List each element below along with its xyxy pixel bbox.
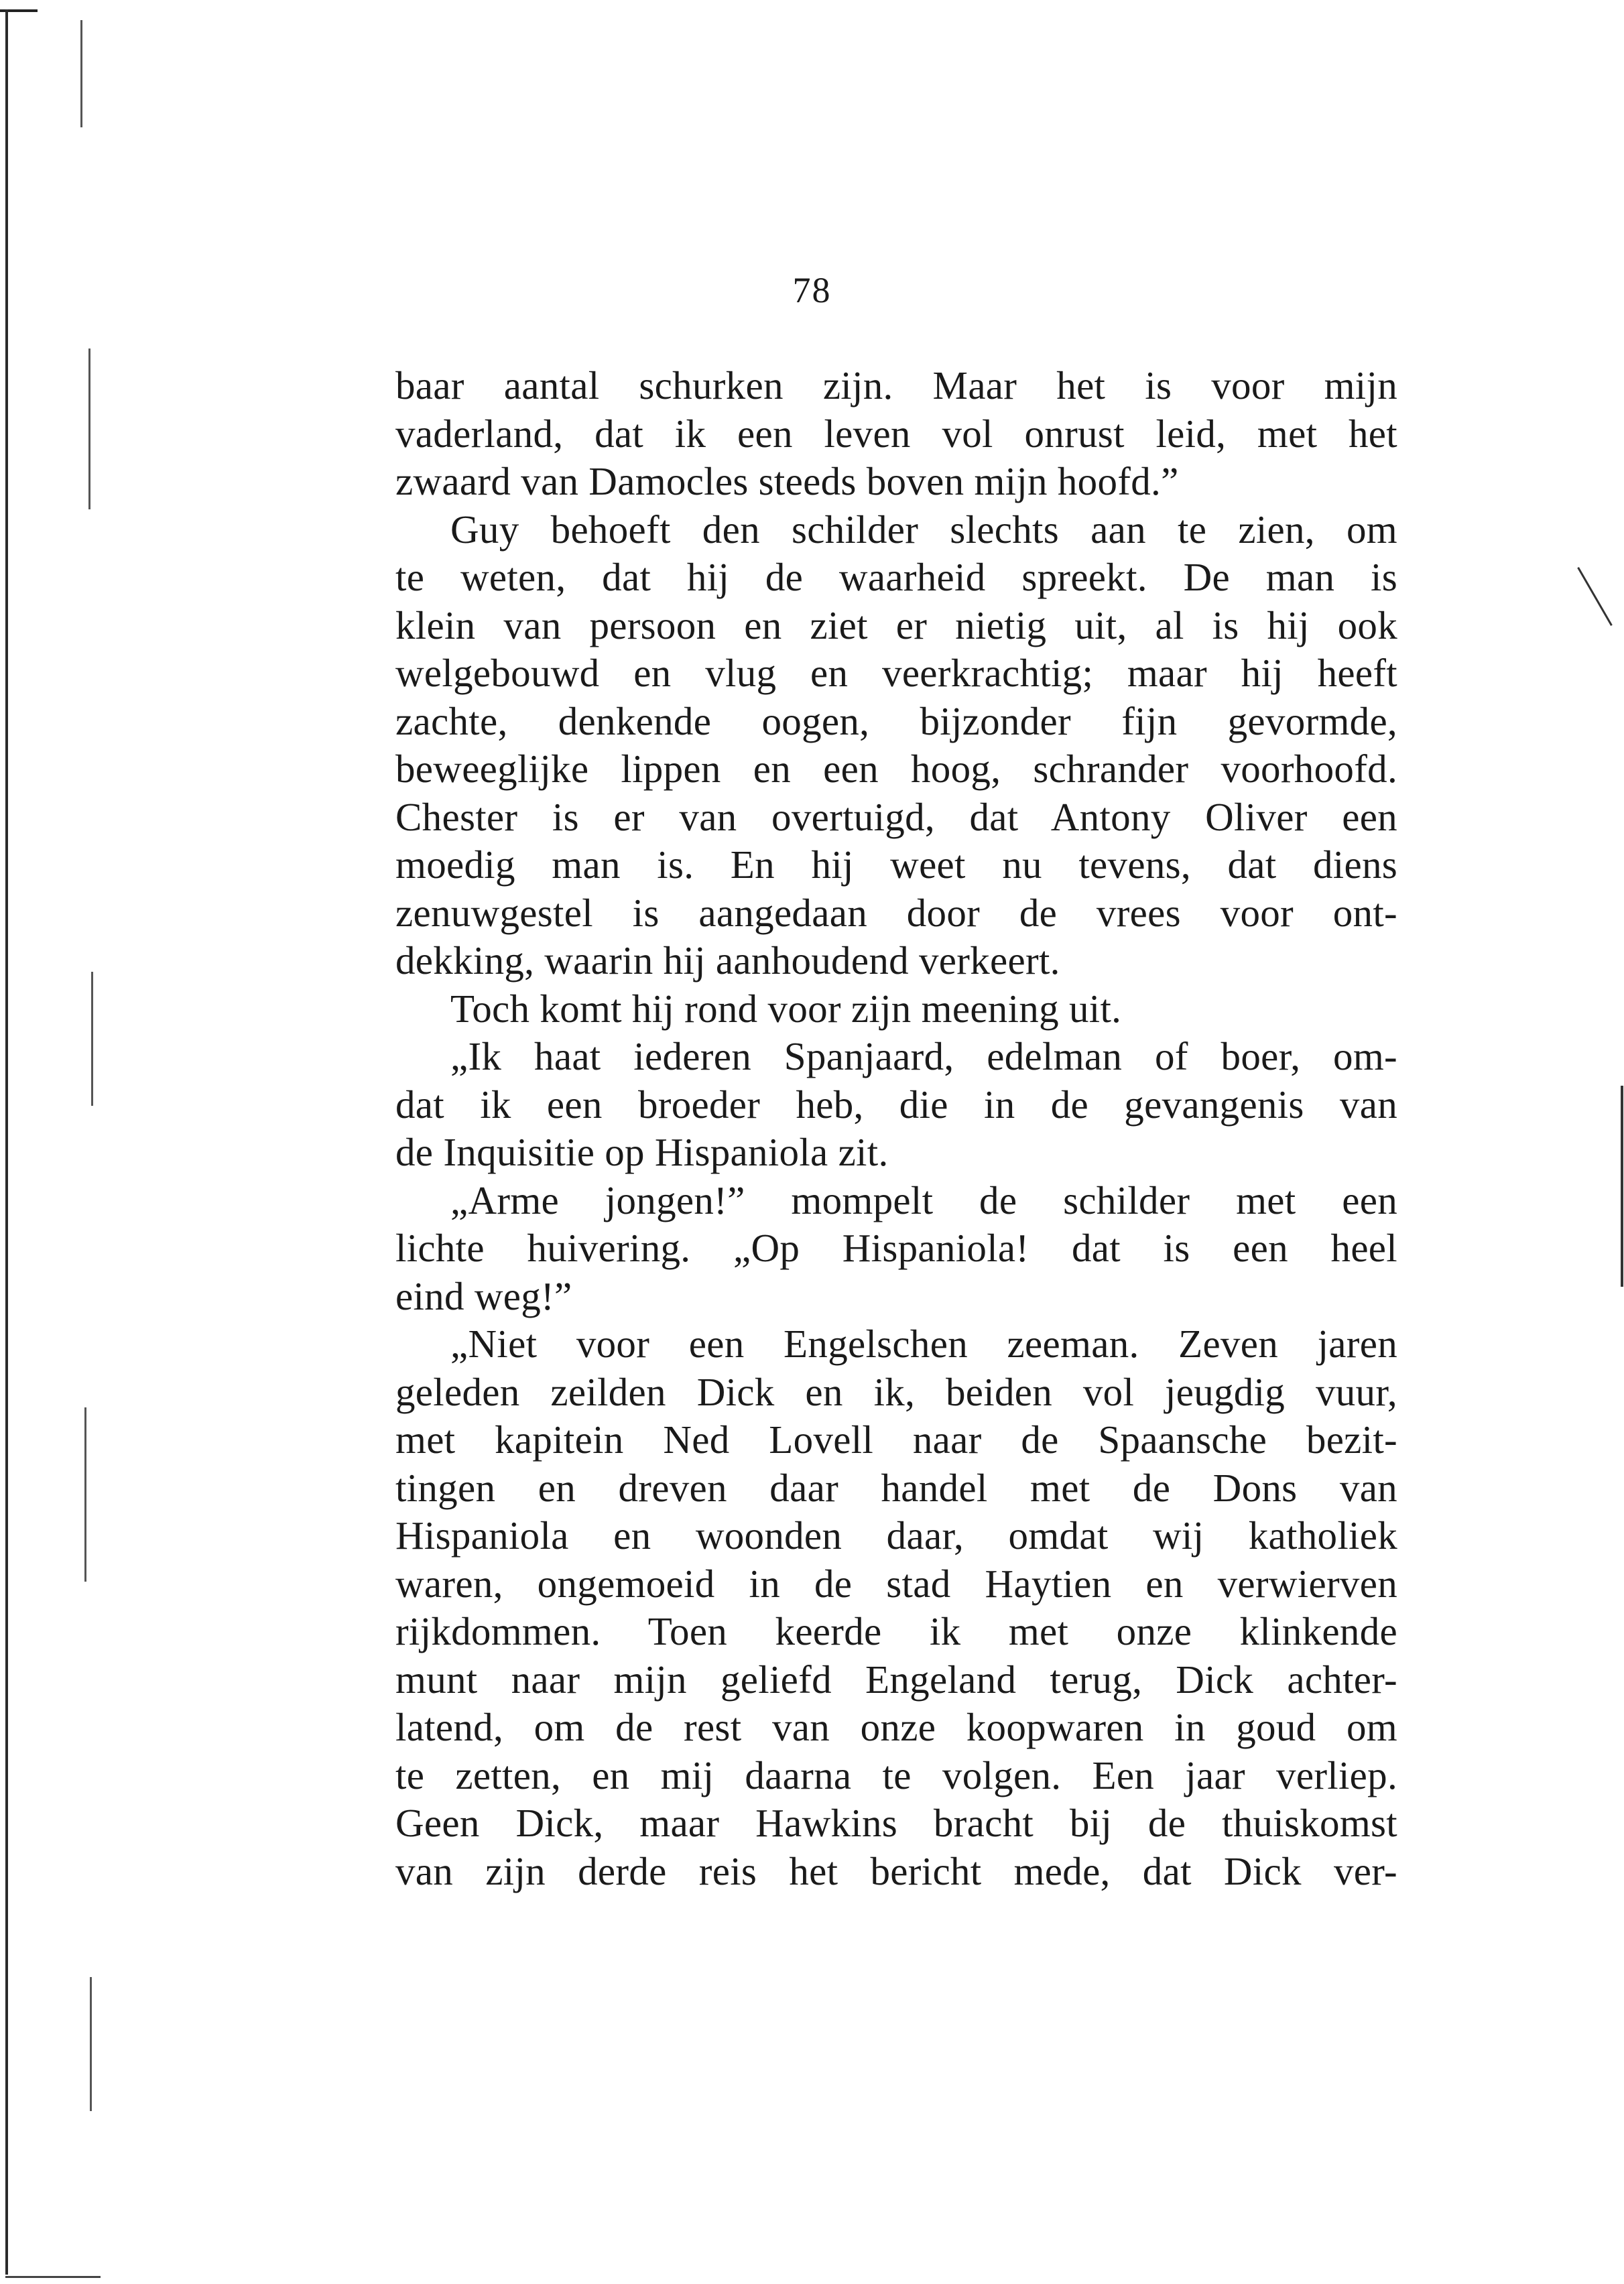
text-line: beweeglijke lippen en een hoog, schrander voorhoofd. [395, 747, 1397, 791]
text-line: „Niet voor een Engelschen zeeman. Zeven jaren [450, 1322, 1397, 1366]
text-line: zwaard van Damocles steeds boven mijn hoofd.” [395, 459, 1179, 503]
text-line: waren, ongemoeid in de stad Haytien en verwierven [395, 1561, 1397, 1606]
text-line: „Ik haat iederen Spanjaard, edelman of boer, om- [450, 1034, 1397, 1078]
text-line: Geen Dick, maar Hawkins bracht bij de thuiskomst [395, 1801, 1397, 1845]
text-line: zachte, denkende oogen, bijzonder fijn gevormde, [395, 698, 1397, 743]
binding-shadow [0, 0, 101, 2284]
text-line: dat ik een broeder heb, die in de gevangenis van [395, 1082, 1397, 1127]
text-line: de Inquisitie op Hispaniola zit. [395, 1130, 889, 1174]
text-line: welgebouwd en vlug en veerkrachtig; maar hij heeft [395, 651, 1397, 695]
text-line: latend, om de rest van onze koopwaren in goud om [395, 1705, 1397, 1749]
text-line: eind weg!” [395, 1273, 572, 1318]
scan-speck [90, 1977, 92, 2111]
text-line: geleden zeilden Dick en ik, beiden vol jeugdig vuur, [395, 1369, 1397, 1414]
scan-speck [84, 1407, 86, 1582]
text-line: te zetten, en mij daarna te volgen. Een jaar verliep. [395, 1753, 1397, 1797]
text-line: „Arme jongen!” mompelt de schilder met een [450, 1178, 1397, 1222]
text-line: munt naar mijn geliefd Engeland terug, Dick achter- [395, 1657, 1397, 1702]
body-text [395, 362, 1397, 1895]
scan-speck [88, 348, 90, 509]
text-line: zenuwgestel is aangedaan door de vrees voor ont- [395, 890, 1397, 935]
scan-edge-bottom [5, 2276, 101, 2278]
text-line: van zijn derde reis het bericht mede, dat Dick ver- [395, 1848, 1397, 1893]
page-number: 78 [792, 270, 832, 310]
text-line: rijkdommen. Toen keerde ik met onze klinkende [395, 1609, 1397, 1653]
scan-mark [1577, 567, 1613, 626]
text-line: tingen en dreven daar handel met de Dons van [395, 1465, 1397, 1510]
text-line: Toch komt hij rond voor zijn meening uit. [450, 986, 1122, 1031]
text-line: baar aantal schurken zijn. Maar het is voor mijn [395, 363, 1397, 407]
text-line: Hispaniola en woonden daar, omdat wij katholiek [395, 1513, 1397, 1558]
text-line: te weten, dat hij de waarheid spreekt. De man is [395, 555, 1397, 599]
text-line: vaderland, dat ik een leven vol onrust leid, met het [395, 411, 1397, 456]
text-line: klein van persoon en ziet er nietig uit, al is hij ook [395, 602, 1397, 647]
text-line: Chester is er van overtuigd, dat Antony Oliver een [395, 794, 1397, 839]
scan-speck [80, 20, 82, 127]
text-line: moedig man is. En hij weet nu tevens, dat diens [395, 842, 1397, 887]
scan-edge-right [1621, 1086, 1623, 1287]
scan-speck [91, 972, 93, 1106]
scan-edge-left [5, 9, 8, 2275]
text-line: lichte huivering. „Op Hispaniola! dat is een heel [395, 1226, 1397, 1270]
text-line: met kapitein Ned Lovell naar de Spaansche bezit- [395, 1417, 1397, 1462]
text-line: Guy behoeft den schilder slechts aan te zien, om [450, 507, 1397, 552]
text-line: dekking, waarin hij aanhoudend verkeert. [395, 938, 1060, 982]
